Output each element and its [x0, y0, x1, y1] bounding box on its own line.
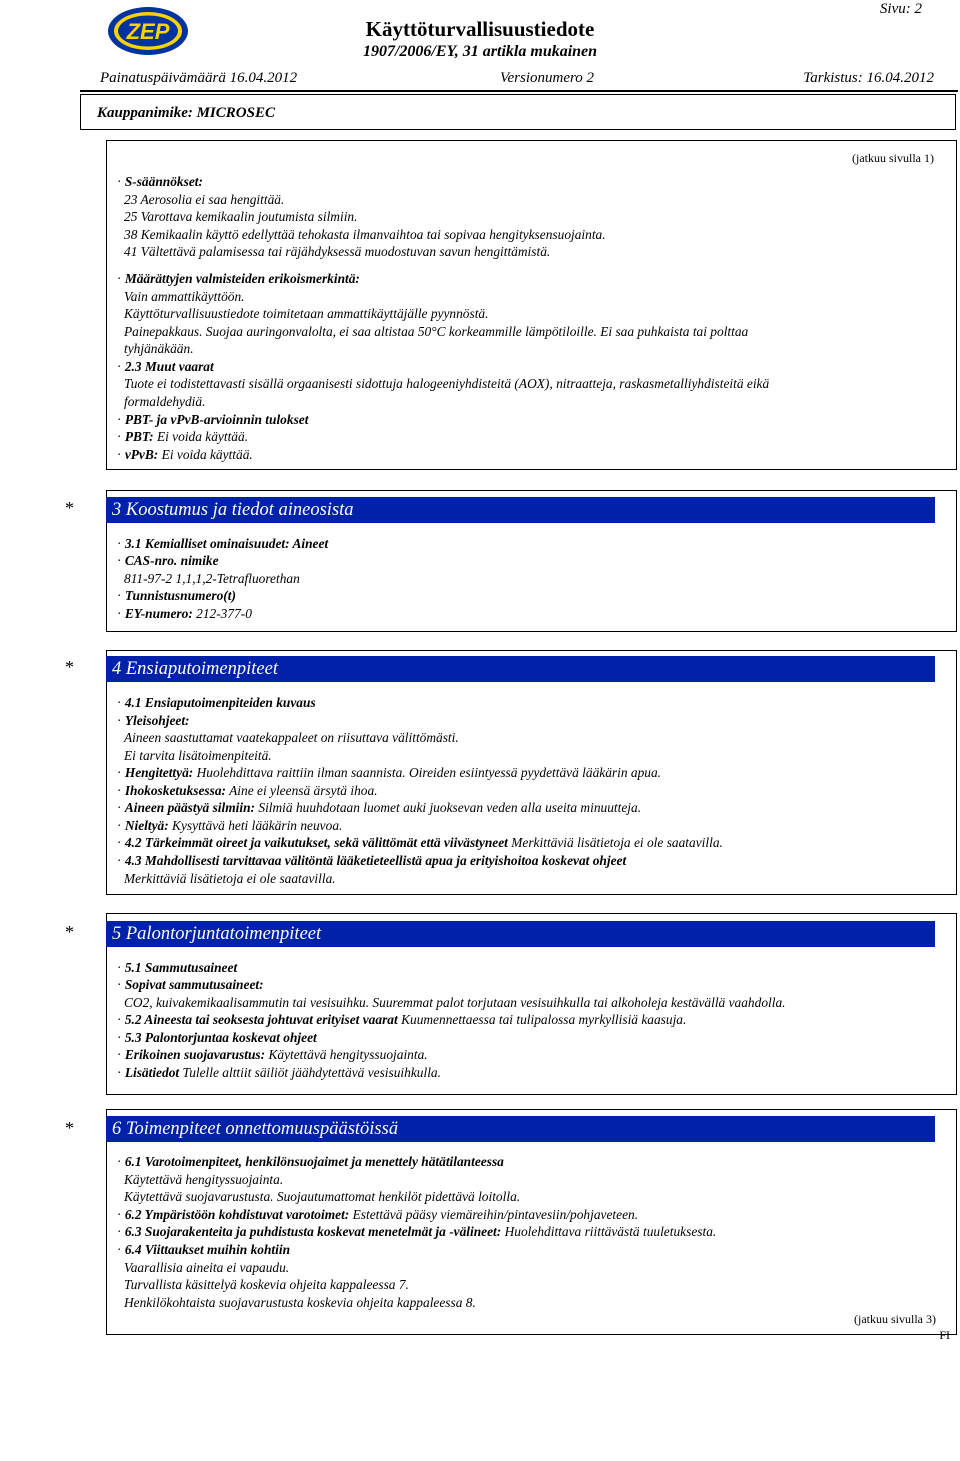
s6-line: · 6.2 Ympäristöön kohdistuvat varotoimet: Estettävä pääsy viemäreihin/pintavesiin/pohjaveteen.: [117, 1206, 638, 1224]
s5-line: · 5.3 Palontorjuntaa koskevat ohjeet: [117, 1029, 317, 1047]
s5-line: · 5.2 Aineesta tai seoksesta johtuvat erityiset vaarat Kuumennettaessa tai tulipalossa myrkyllisiä kaasuja.: [117, 1011, 686, 1029]
special-label: · Määrättyjen valmisteiden erikoismerkintä:: [117, 270, 360, 288]
version-number: Versionumero 2: [500, 70, 595, 86]
trade-name: Kauppanimike: MICROSEC: [97, 105, 275, 121]
change-marker: *: [65, 1118, 74, 1138]
other-hazards-label: · 2.3 Muut vaarat: [117, 358, 214, 376]
header-rule: [80, 90, 958, 92]
special-line: Painepakkaus. Suojaa auringonvalolta, ei saa altistaa 50°C korkeammille lämpötiloille. Ei saa puhkaista tai polttaa: [124, 324, 749, 339]
continued-to: (jatkuu sivulla 3): [854, 1312, 936, 1326]
pbt-label: · PBT- ja vPvB-arvioinnin tulokset: [117, 411, 308, 429]
s4-line: · 4.1 Ensiaputoimenpiteiden kuvaus: [117, 694, 316, 712]
s-phrase: 25 Varottava kemikaalin joutumista silmiin.: [124, 209, 358, 224]
page-number: Sivu: 2: [879, 1, 922, 17]
s3-line: · EY-numero: 212-377-0: [117, 605, 252, 623]
section-4-title: 4 Ensiaputoimenpiteet: [106, 656, 935, 682]
s6-line: Henkilökohtaista suojavarustusta koskevia ohjeita kappaleessa 8.: [124, 1295, 476, 1310]
s6-line: · 6.4 Viittaukset muihin kohtiin: [117, 1241, 290, 1259]
s3-line: · CAS-nro. nimike: [117, 552, 219, 570]
change-marker: *: [65, 498, 74, 518]
logo-text: ZEP: [126, 19, 170, 44]
s4-line: · Ihokosketuksessa: Aine ei yleensä ärsytä ihoa.: [117, 782, 378, 800]
s4-line: · 4.3 Mahdollisesti tarvittavaa välitöntä lääketieteellistä apua ja erityishoitoa koskevat ohjeet: [117, 852, 626, 870]
change-marker: *: [65, 657, 74, 677]
s-phrase: 23 Aerosolia ei saa hengittää.: [124, 192, 285, 207]
trade-name-box: [80, 94, 956, 130]
s6-line: · 6.3 Suojarakenteita ja puhdistusta koskevat menetelmät ja -välineet: Huolehdittava riittävästä tuuletuksesta.: [117, 1223, 716, 1241]
s6-line: Vaarallisia aineita ei vapaudu.: [124, 1260, 290, 1275]
s4-line: Ei tarvita lisätoimenpiteitä.: [124, 748, 272, 763]
s3-line: · 3.1 Kemialliset ominaisuudet: Aineet: [117, 535, 328, 553]
other-hazards-text: formaldehydiä.: [124, 394, 206, 409]
s4-line: Merkittäviä lisätietoja ei ole saatavilla.: [124, 871, 336, 886]
revision-date: Tarkistus: 16.04.2012: [803, 70, 934, 86]
continued-from: (jatkuu sivulla 1): [852, 151, 934, 165]
other-hazards-text: Tuote ei todistettavasti sisällä orgaanisesti sidottuja halogeeniyhdisteitä (AOX), nitraatteja, raskasmetalliyhdisteitä eikä: [124, 376, 770, 391]
s6-line: Turvallista käsittelyä koskevia ohjeita kappaleessa 7.: [124, 1277, 409, 1292]
language-code: FI: [939, 1328, 950, 1342]
s5-line: · Sopivat sammutusaineet:: [117, 976, 264, 994]
s5-line: CO2, kuivakemikaalisammutin tai vesisuihku. Suuremmat palot torjutaan vesisuihkulla tai alkoholeja kestävällä vaahdolla.: [124, 995, 786, 1010]
s4-line: · Nieltyä: Kysyttävä heti lääkärin neuvoa.: [117, 817, 342, 835]
s-phrases-label: · S-säännökset:: [117, 173, 203, 191]
special-line: Vain ammattikäyttöön.: [124, 289, 245, 304]
s5-line: · 5.1 Sammutusaineet: [117, 959, 237, 977]
document-title: Käyttöturvallisuustiedote: [365, 17, 595, 41]
document-subtitle: 1907/2006/EY, 31 artikla mukainen: [362, 43, 598, 60]
s5-line: · Lisätiedot Tulelle alttiit säiliöt jäähdytettävä vesisuihkulla.: [117, 1064, 441, 1082]
vpvb-line: · vPvB: Ei voida käyttää.: [117, 446, 253, 464]
change-marker: *: [65, 922, 74, 942]
s4-line: · Hengitettyä: Huolehdittava raittiin ilman saannista. Oireiden esiintyessä pyydettävä lääkärin apua.: [117, 764, 661, 782]
special-line: Käyttöturvallisuustiedote toimitetaan ammattikäyttäjälle pyynnöstä.: [124, 306, 489, 321]
pbt-line: · PBT: Ei voida käyttää.: [117, 428, 248, 446]
meta-row: [100, 70, 934, 90]
s3-line: · Tunnistusnumero(t): [117, 587, 236, 605]
section-6-title: 6 Toimenpiteet onnettomuuspäästöissä: [106, 1116, 935, 1142]
section-3-title: 3 Koostumus ja tiedot aineosista: [106, 497, 935, 523]
s4-line: · 4.2 Tärkeimmät oireet ja vaikutukset, sekä välittömät että viivästyneet Merkittäviä lisätietoja ei ole saatavilla.: [117, 834, 723, 852]
special-line: tyhjänäkään.: [124, 341, 194, 356]
section-5-title: 5 Palontorjuntatoimenpiteet: [106, 921, 935, 947]
s6-line: · 6.1 Varotoimenpiteet, henkilönsuojaimet ja menettely hätätilanteessa: [117, 1153, 504, 1171]
s6-line: Käytettävä suojavarustusta. Suojautumattomat henkilöt pidettävä loitolla.: [124, 1189, 521, 1204]
s-phrase: 41 Vältettävä palamisessa tai räjähdyksessä muodostuvan savun hengittämistä.: [124, 244, 551, 259]
s4-line: Aineen saastuttamat vaatekappaleet on riisuttava välittömästi.: [124, 730, 459, 745]
s5-line: · Erikoinen suojavarustus: Käytettävä hengityssuojainta.: [117, 1046, 428, 1064]
s3-line: 811-97-2 1,1,1,2-Tetrafluorethan: [124, 571, 300, 586]
s4-line: · Aineen päästyä silmiin: Silmiä huuhdotaan luomet auki juoksevan veden alla useita minuutteja.: [117, 799, 641, 817]
s4-line: · Yleisohjeet:: [117, 712, 190, 730]
s6-line: Käytettävä hengityssuojainta.: [124, 1172, 284, 1187]
print-date: Painatuspäivämäärä 16.04.2012: [100, 70, 298, 86]
s-phrase: 38 Kemikaalin käyttö edellyttää tehokasta ilmanvaihtoa tai sopivaa hengityksensuojainta.: [124, 227, 606, 242]
